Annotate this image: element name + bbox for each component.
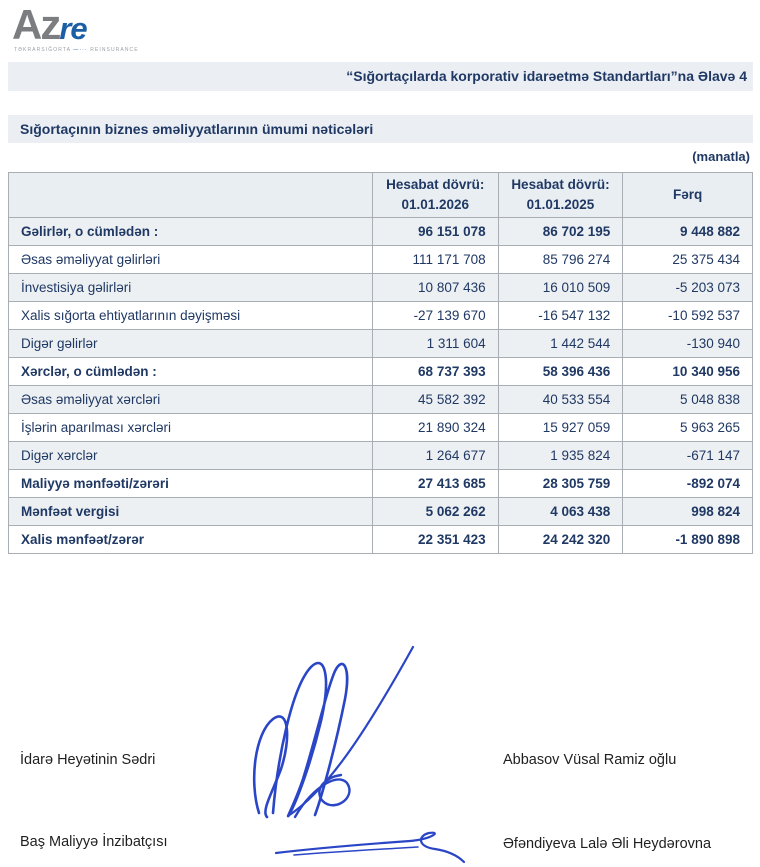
- row-value-prior: 28 305 759: [498, 470, 623, 498]
- logo-tagline: [14, 48, 139, 53]
- row-value-difference: -892 074: [623, 470, 753, 498]
- row-value-current: 68 737 393: [372, 358, 498, 386]
- logo-tagline-right: REINSURANCE: [90, 47, 139, 53]
- row-value-prior: 24 242 320: [498, 526, 623, 554]
- logo-tagline-left: TƏKRARSIĞORTA: [14, 47, 71, 53]
- row-label: Xərclər, o cümlədən :: [9, 358, 373, 386]
- row-value-current: 5 062 262: [372, 498, 498, 526]
- row-value-difference: -671 147: [623, 442, 753, 470]
- table-row: [9, 330, 753, 358]
- row-label: Digər xərclər: [9, 442, 373, 470]
- row-value-prior: 4 063 438: [498, 498, 623, 526]
- row-value-prior: 15 927 059: [498, 414, 623, 442]
- row-label: Xalis mənfəət/zərər: [9, 526, 373, 554]
- table-row: [9, 442, 753, 470]
- row-value-difference: 5 963 265: [623, 414, 753, 442]
- table-row: [9, 302, 753, 330]
- signatory-name: Əfəndiyeva Lalə Əli Heydərovna: [503, 836, 712, 852]
- unit-note: (manatla): [692, 149, 750, 164]
- table-header-row: [9, 173, 753, 218]
- row-value-prior: -16 547 132: [498, 302, 623, 330]
- table-row: [9, 526, 753, 554]
- row-value-current: 10 807 436: [372, 274, 498, 302]
- row-value-difference: 9 448 882: [623, 218, 753, 246]
- row-value-difference: 25 375 434: [623, 246, 753, 274]
- row-value-current: 45 582 392: [372, 386, 498, 414]
- header-difference: Fərq: [623, 173, 753, 218]
- row-label: Gəlirlər, o cümlədən :: [9, 218, 373, 246]
- row-label: Əsas əməliyyat gəlirləri: [9, 246, 373, 274]
- row-value-current: 1 264 677: [372, 442, 498, 470]
- row-value-difference: -10 592 537: [623, 302, 753, 330]
- row-value-prior: 40 533 554: [498, 386, 623, 414]
- row-value-difference: -1 890 898: [623, 526, 753, 554]
- row-value-current: -27 139 670: [372, 302, 498, 330]
- signature-cfo: [272, 827, 468, 867]
- row-value-difference: 5 048 838: [623, 386, 753, 414]
- row-label: Əsas əməliyyat xərcləri: [9, 386, 373, 414]
- row-value-prior: 86 702 195: [498, 218, 623, 246]
- table-row: [9, 218, 753, 246]
- logo-text-primary: Az: [12, 1, 60, 48]
- header-period-current-line2: 01.01.2026: [401, 197, 470, 212]
- row-value-difference: 998 824: [623, 498, 753, 526]
- signatory-role: İdarə Heyətinin Sədri: [20, 752, 156, 768]
- row-value-current: 1 311 604: [372, 330, 498, 358]
- header-period-current-line1: Hesabat dövrü:: [386, 177, 485, 193]
- annex-header: “Sığortaçılarda korporativ idarəetmə Standartları”na Əlavə 4: [8, 62, 753, 91]
- row-value-prior: 85 796 274: [498, 246, 623, 274]
- header-period-current: [372, 173, 498, 218]
- row-label: İnvestisiya gəlirləri: [9, 274, 373, 302]
- row-label: Digər gəlirlər: [9, 330, 373, 358]
- logo-tagline-divider: —···: [73, 47, 88, 53]
- row-value-current: 21 890 324: [372, 414, 498, 442]
- row-label: Xalis sığorta ehtiyatlarının dəyişməsi: [9, 302, 373, 330]
- row-value-prior: 58 396 436: [498, 358, 623, 386]
- row-value-prior: 1 935 824: [498, 442, 623, 470]
- row-value-difference: -5 203 073: [623, 274, 753, 302]
- financial-results-table: [8, 172, 753, 554]
- header-period-prior-line2: 01.01.2025: [526, 197, 595, 212]
- signature-chairman: [243, 633, 421, 821]
- row-value-current: 27 413 685: [372, 470, 498, 498]
- row-value-difference: -130 940: [623, 330, 753, 358]
- row-value-prior: 16 010 509: [498, 274, 623, 302]
- table-row: [9, 274, 753, 302]
- row-label: Mənfəət vergisi: [9, 498, 373, 526]
- signatory-name: Abbasov Vüsal Ramiz oğlu: [503, 752, 677, 768]
- row-label: Maliyyə mənfəəti/zərəri: [9, 470, 373, 498]
- header-period-prior: [498, 173, 623, 218]
- company-logo: [12, 1, 139, 53]
- row-value-current: 111 171 708: [372, 246, 498, 274]
- row-value-current: 96 151 078: [372, 218, 498, 246]
- table-row: [9, 414, 753, 442]
- row-value-prior: 1 442 544: [498, 330, 623, 358]
- table-row: [9, 358, 753, 386]
- table-row: [9, 498, 753, 526]
- table-row: [9, 386, 753, 414]
- table-row: [9, 246, 753, 274]
- table-row: [9, 470, 753, 498]
- row-label: İşlərin aparılması xərcləri: [9, 414, 373, 442]
- row-value-current: 22 351 423: [372, 526, 498, 554]
- row-value-difference: 10 340 956: [623, 358, 753, 386]
- header-period-prior-line1: Hesabat dövrü:: [511, 177, 610, 193]
- logo-text-secondary: re: [59, 11, 87, 46]
- section-title: Sığortaçının biznes əməliyyatlarının ümumi nəticələri: [8, 115, 753, 143]
- header-blank-cell: [9, 173, 373, 218]
- signatory-role: Baş Maliyyə İnzibatçısı: [20, 834, 168, 850]
